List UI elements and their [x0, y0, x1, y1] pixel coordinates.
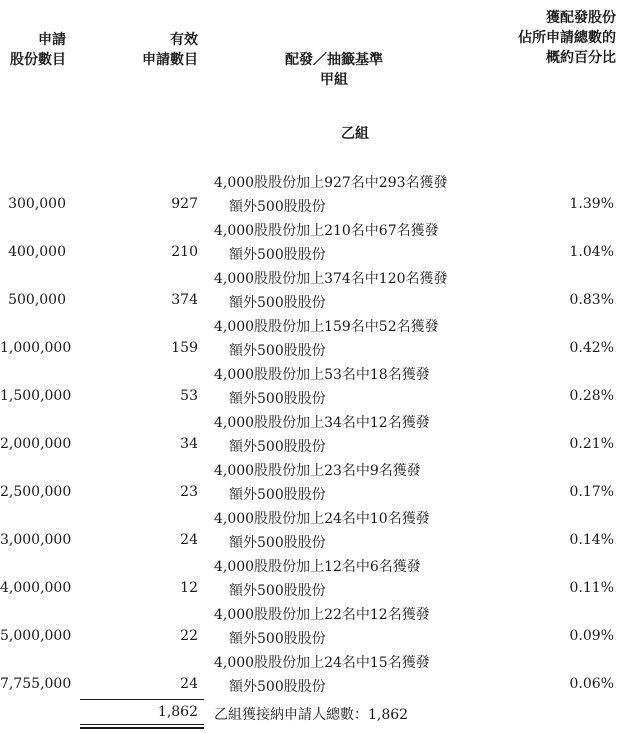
basis-line1: 4,000股股份加上53名中18名獲發 [214, 367, 430, 383]
shares-applied-cell: 1,000,000 [0, 340, 72, 356]
shares-applied-cell: 4,000,000 [0, 580, 72, 596]
valid-applications-cell: 34 [180, 436, 198, 452]
shares-applied-cell: 400,000 [8, 244, 66, 260]
basis-line1: 4,000股股份加上927名中293名獲發 [214, 175, 448, 191]
percentage-cell: 0.17% [569, 484, 614, 500]
basis-line1: 4,000股股份加上23名中9名獲發 [214, 463, 421, 479]
basis-line1: 4,000股股份加上12名中6名獲發 [214, 559, 421, 575]
valid-applications-cell: 23 [180, 484, 198, 500]
total-successful-applicants: 乙組獲接納申請人總數：1,862 [214, 707, 409, 723]
basis-line2: 額外500股股份 [229, 535, 326, 551]
table-row [0, 172, 621, 218]
percentage-cell: 0.09% [569, 628, 614, 644]
basis-line2: 額外500股股份 [229, 679, 326, 695]
table-row [0, 604, 621, 650]
percentage-cell: 0.14% [569, 532, 614, 548]
percentage-cell: 0.11% [569, 580, 614, 596]
basis-line2: 額外500股股份 [229, 247, 326, 263]
total-valid-applications: 1,862 [157, 704, 198, 720]
valid-applications-cell: 24 [180, 676, 198, 692]
valid-applications-cell: 159 [171, 340, 198, 356]
header-allotment-basis: 配發／抽籤基準 甲組 [285, 52, 383, 88]
basis-line2: 額外500股股份 [229, 631, 326, 647]
basis-line2: 額外500股股份 [229, 199, 326, 215]
basis-line1: 4,000股股份加上24名中15名獲發 [214, 655, 430, 671]
valid-applications-cell: 12 [180, 580, 198, 596]
percentage-cell: 0.21% [569, 436, 614, 452]
shares-applied-cell: 7,755,000 [0, 676, 72, 692]
basis-line2: 額外500股股份 [229, 487, 326, 503]
valid-applications-cell: 927 [171, 196, 198, 212]
basis-line1: 4,000股股份加上34名中12名獲發 [214, 415, 430, 431]
shares-applied-cell: 300,000 [8, 196, 66, 212]
shares-applied-cell: 3,000,000 [0, 532, 72, 548]
percentage-cell: 1.04% [569, 244, 614, 260]
table-row [0, 220, 621, 266]
percentage-cell: 0.42% [569, 340, 614, 356]
header-approx-percentage: 獲配發股份 佔所申請總數的 概約百分比 [518, 10, 616, 66]
basis-line2: 額外500股股份 [229, 439, 326, 455]
basis-line1: 4,000股股份加上24名中10名獲發 [214, 511, 430, 527]
shares-applied-cell: 1,500,000 [0, 388, 72, 404]
shares-applied-cell: 2,500,000 [0, 484, 72, 500]
percentage-cell: 0.83% [569, 292, 614, 308]
table-row [0, 268, 621, 314]
percentage-cell: 0.06% [569, 676, 614, 692]
valid-applications-cell: 374 [171, 292, 198, 308]
header-valid-applications: 有效 申請數目 [142, 32, 198, 68]
total-double-rule-top [80, 724, 204, 725]
valid-applications-cell: 22 [180, 628, 198, 644]
basis-line1: 4,000股股份加上374名中120名獲發 [214, 271, 448, 287]
basis-line2: 額外500股股份 [229, 583, 326, 599]
valid-applications-cell: 53 [180, 388, 198, 404]
shares-applied-cell: 2,000,000 [0, 436, 72, 452]
percentage-cell: 0.28% [569, 388, 614, 404]
basis-line1: 4,000股股份加上22名中12名獲發 [214, 607, 430, 623]
valid-applications-cell: 24 [180, 532, 198, 548]
basis-line2: 額外500股股份 [229, 391, 326, 407]
basis-line1: 4,000股股份加上159名中52名獲發 [214, 319, 439, 335]
table-row [0, 412, 621, 458]
table-row [0, 460, 621, 506]
group-b-title: 乙組 [341, 126, 369, 142]
basis-line2: 額外500股股份 [229, 343, 326, 359]
percentage-cell: 1.39% [569, 196, 614, 212]
table-row [0, 364, 621, 410]
table-row [0, 316, 621, 362]
shares-applied-cell: 5,000,000 [0, 628, 72, 644]
header-shares-applied: 申請 股份數目 [10, 32, 66, 68]
subtotal-rule [80, 699, 204, 700]
table-row [0, 508, 621, 554]
table-row [0, 652, 621, 698]
shares-applied-cell: 500,000 [8, 292, 66, 308]
valid-applications-cell: 210 [171, 244, 198, 260]
basis-line2: 額外500股股份 [229, 295, 326, 311]
table-row [0, 556, 621, 602]
total-double-rule-bottom [80, 727, 204, 729]
basis-line1: 4,000股股份加上210名中67名獲發 [214, 223, 439, 239]
